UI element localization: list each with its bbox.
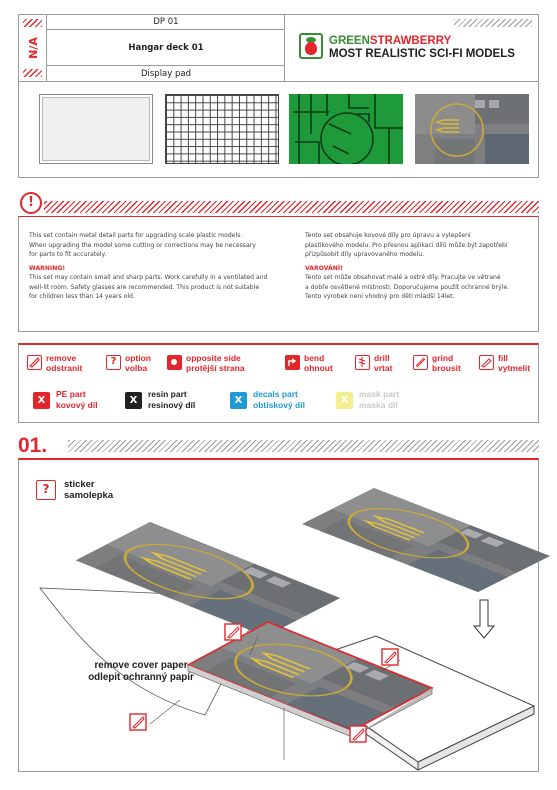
legend-remove: remove odstranit (27, 353, 82, 373)
knife-icon (130, 714, 146, 730)
text-line: přizpůsobit díly upravovaného modelu. (305, 251, 425, 258)
legend-decals-part: X decals part obtiskový díl (230, 389, 305, 411)
legend-option: ? option volba (106, 353, 151, 373)
legend-grind: grind brousit (413, 353, 461, 373)
text-line: a dobře osvětlené místnosti. Doporučujeme použít ochranné brýle. (305, 283, 510, 291)
pe-part-icon: X (33, 392, 50, 409)
knife-icon (225, 624, 241, 640)
legend-bend: bend ohnout (285, 353, 333, 373)
text-line: well-lit room. Safety glasses are recommended. This product is not suitable (29, 283, 260, 291)
text-line: for parts to fit accurately. (29, 251, 107, 258)
decals-part-icon: X (230, 392, 247, 409)
knife-icon (350, 726, 366, 742)
text-line: plastikového modelu. Pro přesnou aplikaci dílů může být zapotřebí (305, 241, 508, 249)
product-code: DP 01 (47, 15, 285, 30)
legend-pe-part: X PE part kovový díl (33, 389, 98, 411)
question-icon: ? (36, 480, 56, 500)
text-line: Tento set může obsahovat malé a ostré díly. Pracujte ve větrané (305, 274, 501, 281)
text-line: Tento výrobek není vhodný pro děti mladší 14let. (305, 293, 455, 300)
product-title: Hangar deck 01 (47, 30, 285, 66)
legend-mask-part: X mask part maska díl (336, 389, 399, 411)
text-line: for children less than 14 years old. (29, 293, 135, 300)
sticker-on-pad-illustration (282, 488, 550, 770)
step-number: 01. (18, 434, 48, 457)
question-icon: ? (106, 355, 121, 370)
remove-cover-label: remove cover paper odlepit ochranný papír (88, 660, 194, 683)
warning-heading: VAROVÁNÍ! (305, 264, 343, 272)
availability-badge: N/A (26, 37, 40, 59)
text-line: When upgrading the model some cutting or corrections may be necessary (29, 241, 256, 249)
product-subtitle: Display pad (140, 68, 192, 79)
text-line: Tento set obsahuje kovové díly pro úpravu a vylepšení (305, 232, 471, 239)
mask-part-icon: X (336, 392, 353, 409)
legend-drill: drill vrtat (355, 353, 392, 373)
legend-fill: fill vytmelit (479, 353, 530, 373)
resin-part-icon: X (125, 392, 142, 409)
text-line: This set contain metal detail parts for upgrading scale plastic models. (29, 232, 243, 239)
warning-heading: WARNING! (29, 264, 66, 272)
brand-name: GREENSTRAWBERRY (329, 35, 452, 47)
legend-opposite-side: opposite side protější strana (167, 353, 245, 373)
sticker-label: sticker samolepka (64, 479, 114, 501)
knife-icon (382, 649, 398, 665)
text-line: This set may contain small and sharp parts. Work carefully in a ventilated and (29, 274, 268, 281)
brand-tagline: MOST REALISTIC SCI-FI MODELS (329, 48, 515, 60)
exclamation-icon: ! (20, 192, 42, 214)
legend-resin-part: X resin part resinový díl (125, 389, 195, 411)
